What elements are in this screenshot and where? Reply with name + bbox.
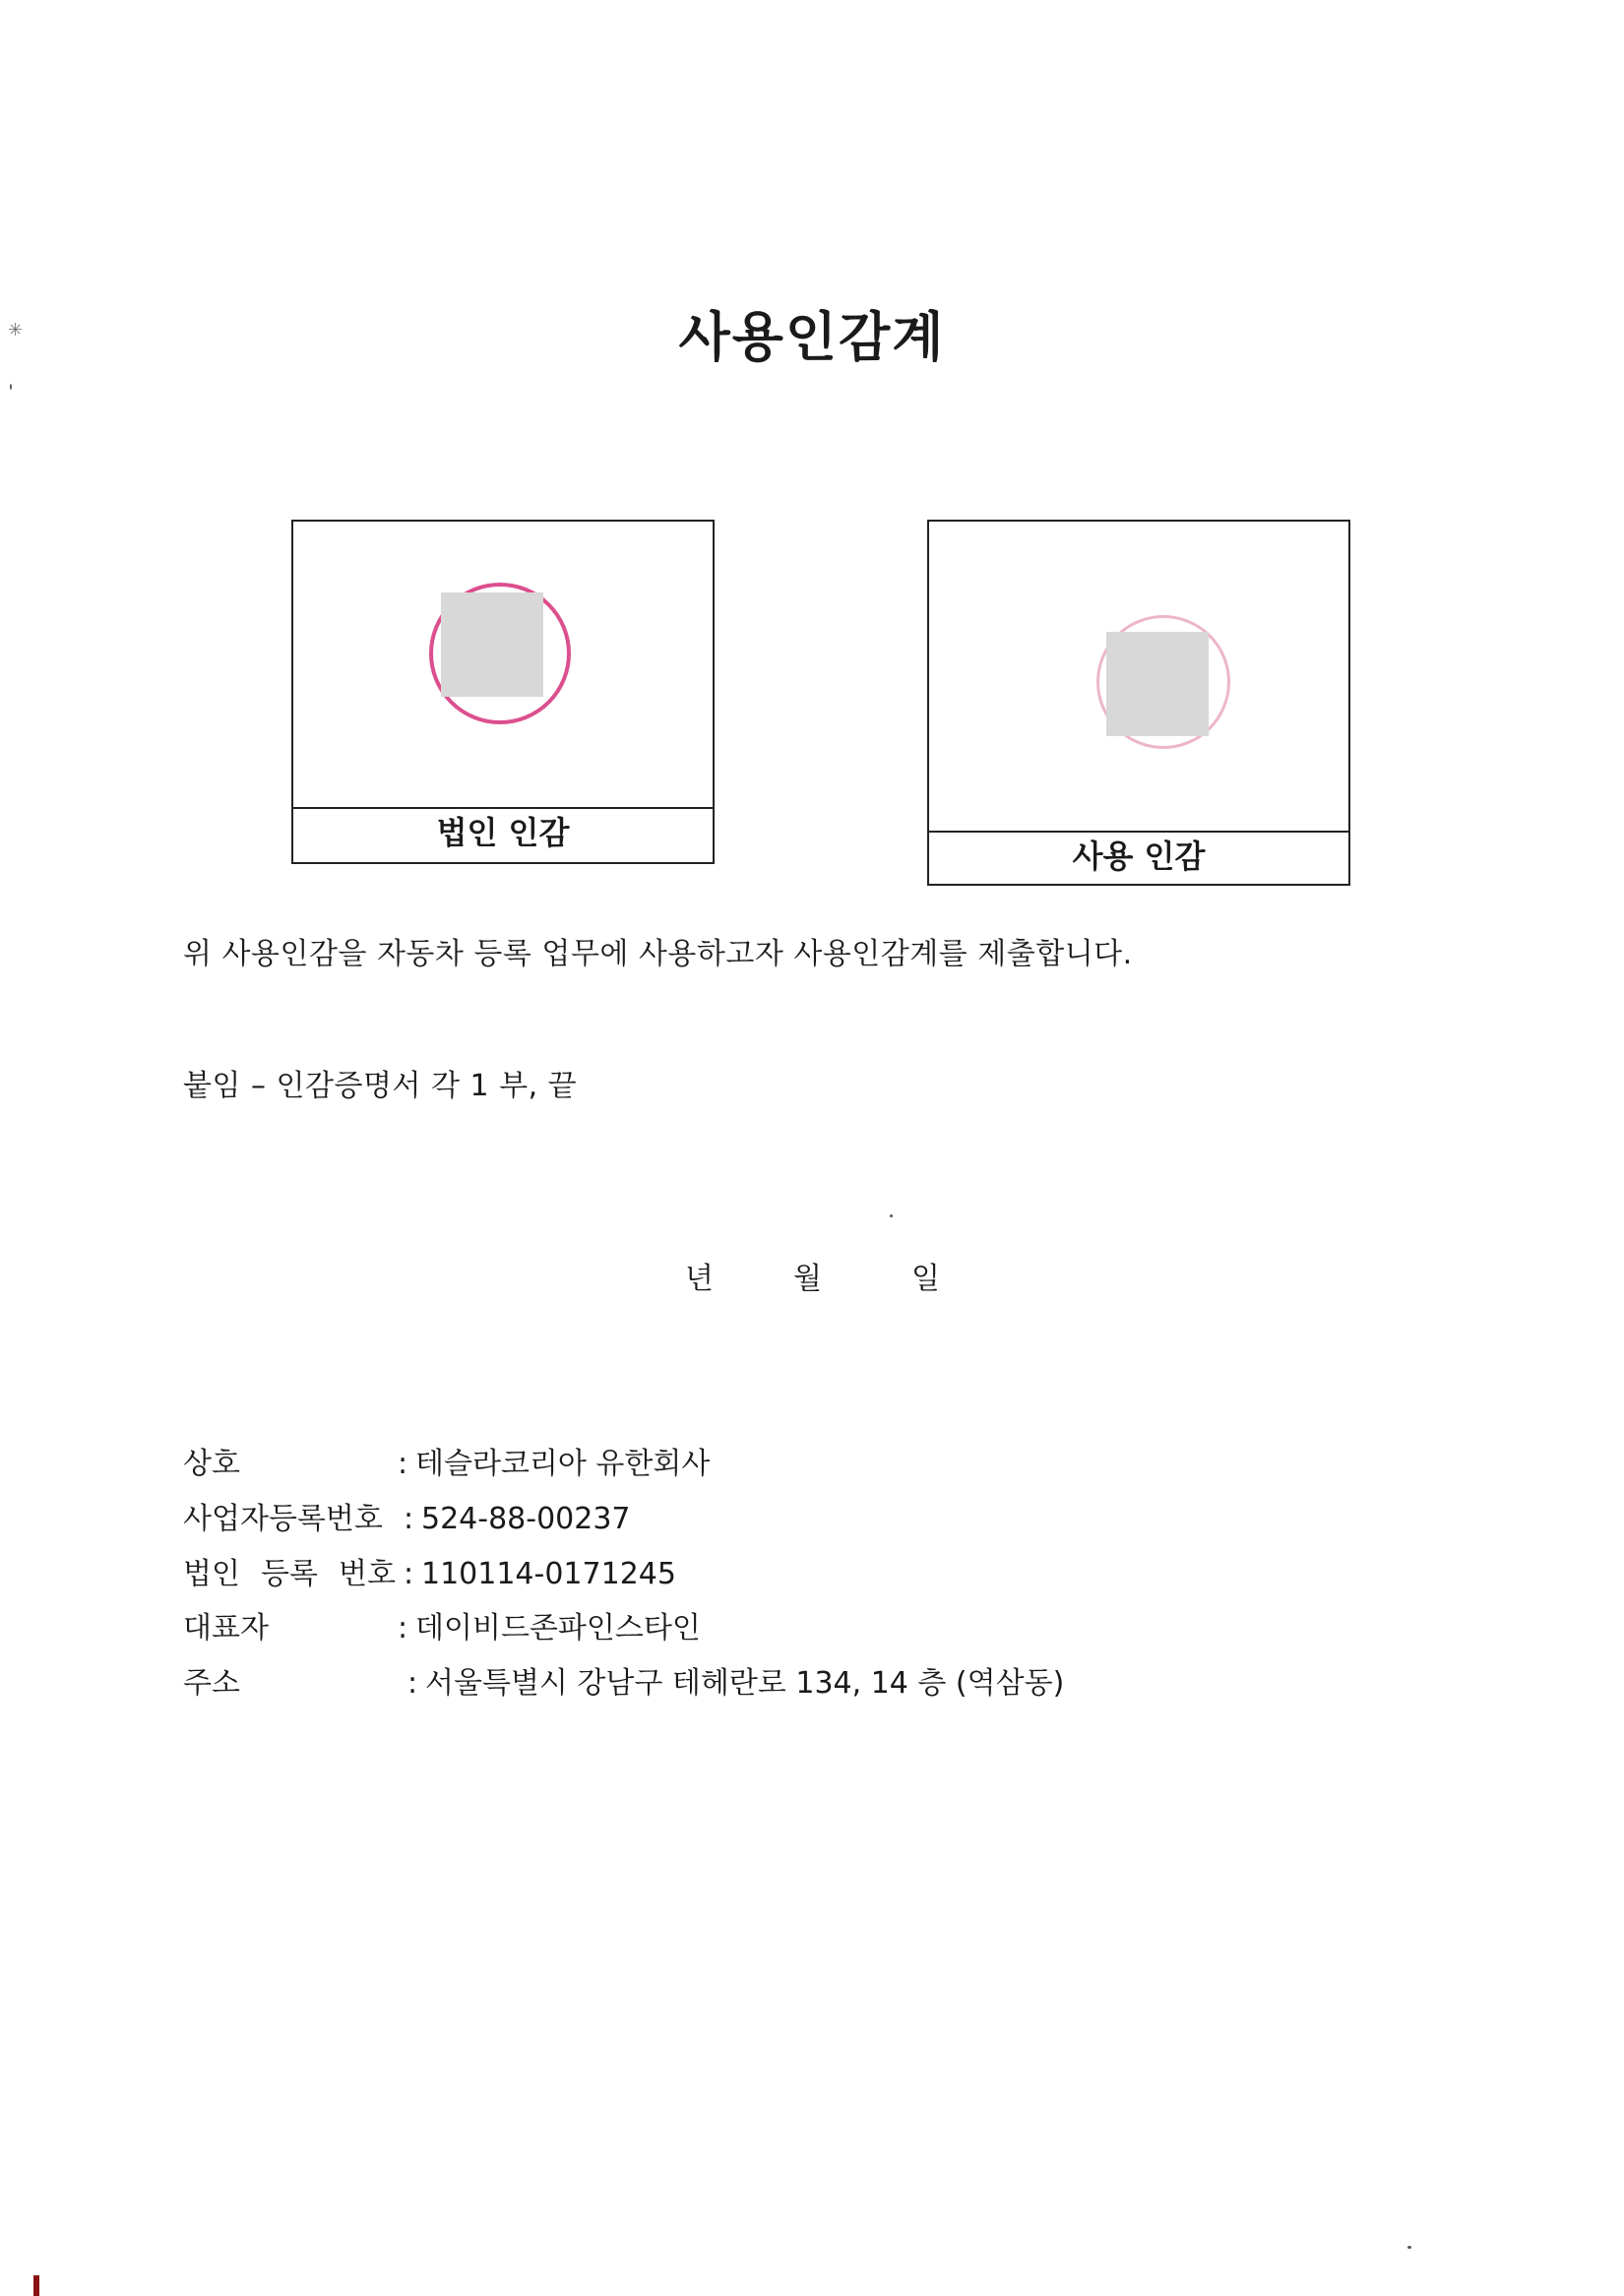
corporate-seal-box [291,520,715,864]
scan-speck [890,1214,893,1217]
info-separator: : [397,1611,408,1645]
scan-speck [10,384,12,390]
info-separator: : [406,1666,418,1701]
info-label: 사업자등록번호 [183,1502,383,1536]
info-row-company-name [183,1443,710,1486]
corporate-seal-redaction [441,592,543,697]
info-value: 524-88-00237 [421,1502,631,1536]
info-value: 테슬라코리아 유한회사 [415,1447,711,1481]
info-label: 주소 [183,1666,240,1701]
info-value: 서울특별시 강남구 테헤란로 134, 14 층 (역삼동) [425,1666,1065,1701]
date-year-label: 년 [685,1262,714,1296]
statement-text: 위 사용인감을 자동차 등록 업무에 사용하고자 사용인감계를 제출합니다. [183,937,1133,971]
date-day-label: 일 [911,1262,940,1296]
info-value: 데이비드존파인스타인 [415,1611,701,1645]
attachment-text: 붙임 – 인감증명서 각 1 부, 끝 [183,1069,578,1103]
usage-seal-redaction [1106,632,1209,736]
info-row-corporate-number [183,1553,676,1596]
usage-seal-area [929,522,1348,833]
info-value: 110114-0171245 [421,1557,676,1591]
usage-seal-label: 사용 인감 [1072,838,1206,875]
info-separator: : [403,1502,414,1536]
info-label: 대표자 [183,1611,269,1645]
info-row-representative [183,1607,701,1650]
scan-red-mark [33,2275,39,2296]
scan-speck [1407,2246,1411,2249]
info-separator: : [397,1447,408,1481]
scan-edge-mark-icon: ✳ [8,320,24,341]
date-month-label: 월 [793,1262,822,1296]
info-separator: : [403,1557,414,1591]
info-row-business-number [183,1498,631,1541]
document-title: 사용인감계 [678,306,946,368]
corporate-seal-area [293,522,713,809]
info-row-address [183,1662,1064,1706]
info-label: 법인 등록 번호 [183,1557,396,1591]
corporate-seal-label: 법인 인감 [436,814,570,851]
usage-seal-box [927,520,1350,886]
info-label: 상호 [183,1447,240,1481]
